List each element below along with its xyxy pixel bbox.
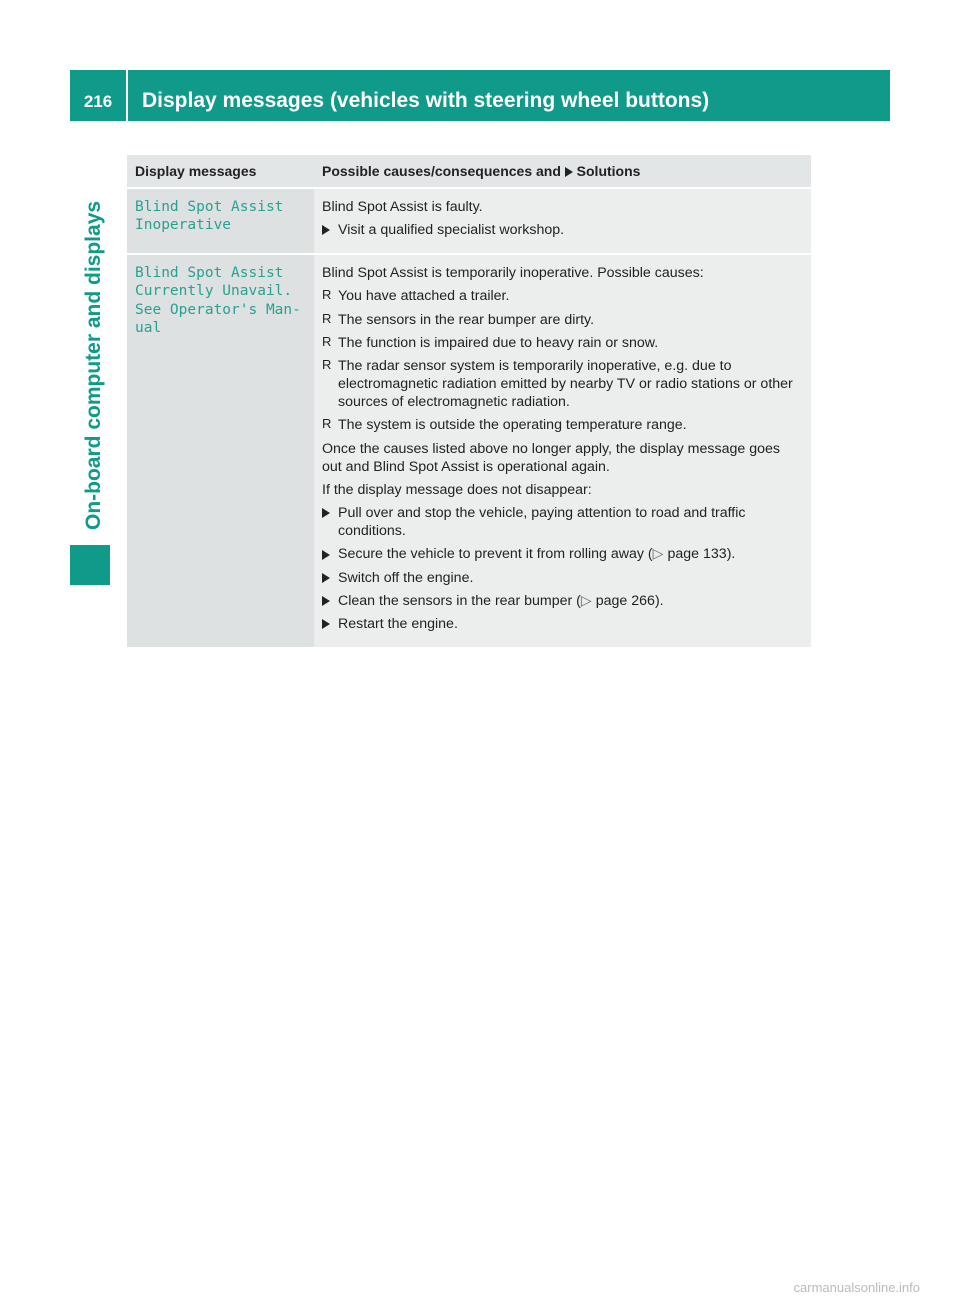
- page-reference[interactable]: page 133: [667, 546, 727, 563]
- section-marker: [70, 545, 110, 585]
- item-text-after: ).: [726, 546, 736, 563]
- table-body: [127, 188, 811, 648]
- cause-list-item: [322, 334, 803, 352]
- item-text: The sensors in the rear bumper are dirty.: [338, 311, 595, 328]
- page-ref-triangle-icon: ▷: [652, 546, 664, 563]
- page-header: [70, 70, 890, 121]
- triangle-shape: [322, 573, 330, 583]
- triangle-shape: [322, 550, 330, 560]
- play-triangle-icon: [565, 167, 573, 177]
- display-message-text: Blind Spot Assist Inoperative: [135, 198, 284, 234]
- play-triangle-icon: [322, 592, 336, 610]
- table-row: [127, 254, 811, 648]
- page-reference[interactable]: page 266: [595, 592, 655, 609]
- play-triangle-icon: [322, 569, 336, 587]
- cause-text: If the display message does not disappear:: [322, 481, 592, 498]
- action-step: [322, 592, 803, 610]
- item-text: Restart the engine.: [338, 616, 458, 632]
- bullet-r-icon: R: [322, 333, 332, 349]
- item-text: Visit a qualified specialist workshop.: [338, 222, 565, 239]
- cause-list-item: [322, 311, 803, 329]
- triangle-shape: [322, 619, 330, 629]
- action-step: [322, 569, 803, 587]
- play-triangle-icon: [322, 221, 336, 239]
- bullet-r-icon: R: [322, 356, 332, 372]
- cause-text: Once the causes listed above no longer apply, the display message goes out and Blind Spot Assist is operational again.: [322, 440, 780, 475]
- cause-list-item: [322, 416, 803, 434]
- solution-cell: [314, 254, 811, 648]
- triangle-shape: [322, 596, 330, 606]
- action-step: [322, 504, 803, 540]
- action-step: [322, 221, 803, 239]
- message-cell: [127, 254, 314, 648]
- item-text: The system is outside the operating temperature range.: [338, 417, 687, 434]
- play-triangle-icon: [322, 615, 336, 633]
- column-header-solutions-text: Solutions: [576, 163, 641, 179]
- page-ref-triangle-icon: ▷: [580, 592, 592, 609]
- triangle-shape: [322, 225, 330, 235]
- display-message-text: Blind Spot Assist Currently Unavail. See Operator's Man- ual: [135, 265, 301, 336]
- item-text: The function is impaired due to heavy rain or snow.: [338, 334, 659, 351]
- table-row: [127, 188, 811, 254]
- display-messages-table: [127, 155, 811, 649]
- solution-cell: [314, 188, 811, 254]
- triangle-shape: [322, 508, 330, 518]
- item-text: Clean the sensors in the rear bumper (: [338, 592, 581, 609]
- page-title: Display messages (vehicles with steering wheel buttons): [142, 89, 710, 112]
- column-header-causes-text: Possible causes/consequences and: [322, 163, 561, 179]
- action-step: [322, 615, 803, 633]
- play-triangle-icon: [322, 504, 336, 522]
- item-text: Pull over and stop the vehicle, paying attention to road and traffic conditions.: [338, 505, 746, 540]
- item-text: Secure the vehicle to prevent it from rolling away (: [338, 546, 653, 563]
- column-header-solutions: [314, 155, 811, 188]
- item-text: Switch off the engine.: [338, 569, 474, 586]
- play-triangle-icon: [322, 545, 336, 563]
- page-number: 216: [83, 92, 113, 111]
- bullet-r-icon: R: [322, 287, 332, 303]
- item-text: You have attached a trailer.: [338, 288, 510, 305]
- bullet-r-icon: R: [322, 310, 332, 326]
- cause-text: Blind Spot Assist is faulty.: [322, 198, 483, 215]
- item-text: The radar sensor system is temporarily inoperative, e.g. due to electromagnetic radiation emitted by nearby TV or radio stations or other sources of electromagnetic radiation.: [338, 357, 793, 411]
- item-text-after: ).: [654, 592, 664, 609]
- cause-list-item: [322, 357, 803, 412]
- header-divider: [126, 70, 128, 121]
- section-label: On-board computer and displays: [82, 200, 105, 530]
- watermark: carmanualsonline.info: [793, 1280, 920, 1295]
- action-step: [322, 545, 803, 563]
- bullet-r-icon: R: [322, 416, 332, 432]
- cause-text: Blind Spot Assist is temporarily inoperative. Possible causes:: [322, 265, 704, 282]
- table-header-row: [127, 155, 811, 188]
- column-header-messages: Display messages: [127, 155, 314, 188]
- cause-list-item: [322, 287, 803, 305]
- message-cell: [127, 188, 314, 254]
